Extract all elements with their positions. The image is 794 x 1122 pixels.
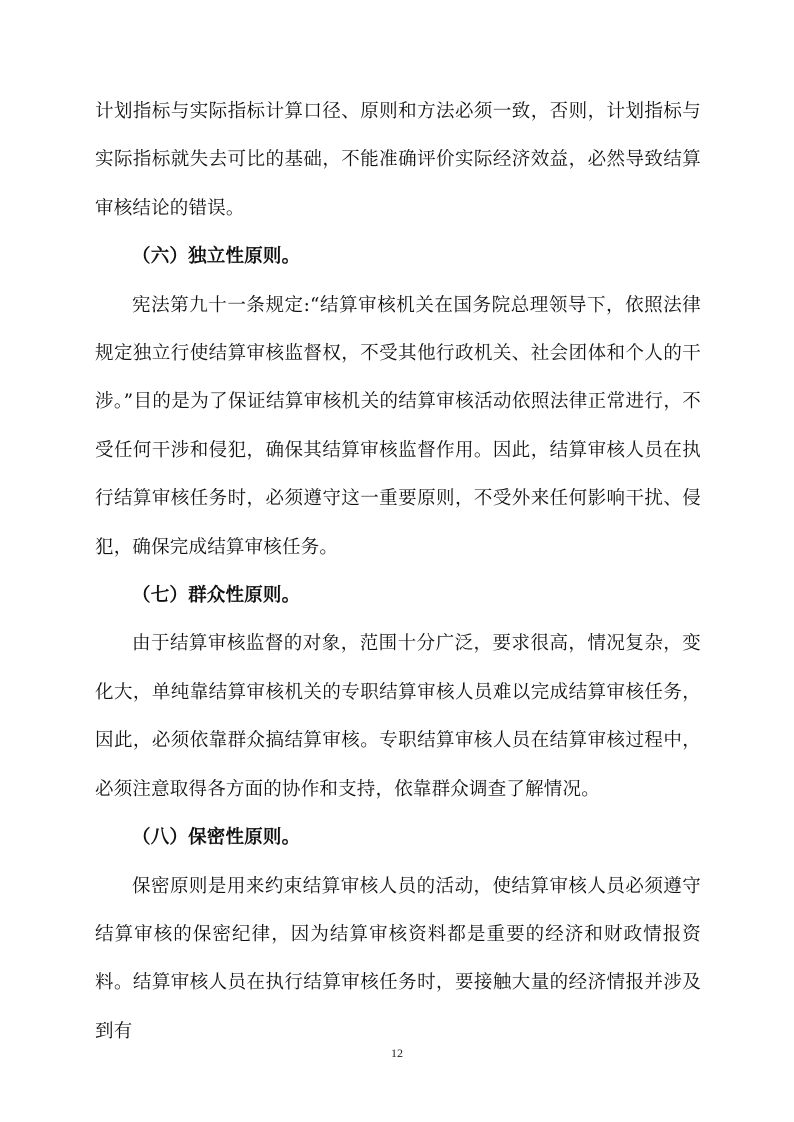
section-heading-mass: （七）群众性原则。 (132, 585, 301, 607)
paragraph-mass: 由于结算审核监督的对象，范围十分广泛，要求很高，情况复杂，变化大，单纯靠结算审核机关的专职结算审核人员难以完成结算审核任务，因此，必须依靠群众搞结算审核。专职结算审核人员在结算审核过程中，必须注意取得各方面的协作和支持，依靠群众调查了解情况。 (95, 633, 701, 800)
page-number: 12 (391, 1046, 403, 1060)
paragraph-confidentiality: 保密原则是用来约束结算审核人员的活动，使结算审核人员必须遵守结算审核的保密纪律，因为结算审核资料都是重要的经济和财政情报资料。结算审核人员在执行结算审核任务时，要接触大量的经济情报并涉及到有 (95, 875, 701, 1042)
paragraph-continuation: 计划指标与实际指标计算口径、原则和方法必须一致，否则，计划指标与实际指标就失去可比的基础，不能准确评价实际经济效益，必然导致结算审核结论的错误。 (95, 101, 701, 219)
section-heading-independence: （六）独立性原则。 (132, 246, 301, 268)
document-body (95, 88, 701, 1056)
paragraph-independence: 宪法第九十一条规定:“结算审核机关在国务院总理领导下，依照法律规定独立行使结算审核监督权，不受其他行政机关、社会团体和个人的干涉。”目的是为了保证结算审核机关的结算审核活动依照法律正常进行，不受任何干涉和侵犯，确保其结算审核监督作用。因此，结算审核人员在执行结算审核任务时，必须遵守这一重要原则，不受外来任何影响干扰、侵犯，确保完成结算审核任务。 (95, 294, 701, 558)
section-heading-confidentiality: （八）保密性原则。 (132, 827, 301, 849)
